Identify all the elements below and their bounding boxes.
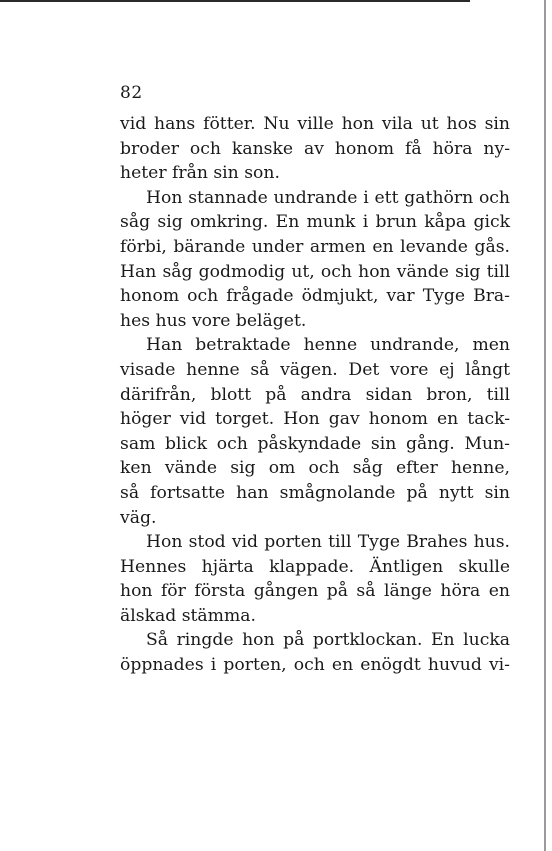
text-line: sam blick och påskyndade sin gång. Mun- — [120, 433, 510, 454]
text-line: Hon stod vid porten till Tyge Brahes hus. — [146, 532, 510, 553]
text-line: öppnades i porten, och en enögdt huvud vi- — [120, 655, 510, 676]
top-rule — [0, 0, 470, 2]
text-line: Han såg godmodig ut, och hon vände sig till — [120, 261, 510, 282]
text-line: Så ringde hon på portklockan. En lucka — [146, 630, 510, 651]
text-line: älskad stämma. — [120, 605, 256, 626]
text-line: vid hans fötter. Nu ville hon vila ut hos sin — [120, 114, 510, 134]
text-line: Hon stannade undrande i ett gathörn och — [146, 187, 510, 208]
text-line: honom och frågade ödmjukt, var Tyge Bra- — [120, 286, 510, 307]
text-line: broder och kanske av honom få höra ny- — [120, 138, 510, 159]
text-line: ken vände sig om och såg efter henne, — [120, 458, 510, 479]
text-line: hes hus vore beläget. — [120, 310, 307, 331]
body-text — [120, 112, 510, 678]
text-line: visade henne så vägen. Det vore ej långt — [120, 359, 510, 380]
text-line: förbi, bärande under armen en levande gås. — [120, 236, 510, 257]
text-line: så fortsatte han smågnolande på nytt sin — [120, 482, 510, 503]
text-line: Hennes hjärta klappade. Äntligen skulle — [120, 556, 510, 577]
text-line: såg sig omkring. En munk i brun kåpa gick — [120, 212, 510, 233]
page-number: 82 — [120, 83, 143, 103]
text-line: höger vid torget. Hon gav honom en tack- — [120, 409, 510, 430]
text-line: heter från sin son. — [120, 163, 280, 184]
page-edge — [544, 0, 546, 851]
text-line: därifrån, blott på andra sidan bron, till — [120, 384, 510, 405]
text-line: väg. — [120, 507, 157, 528]
text-line: Han betraktade henne undrande, men — [146, 335, 510, 356]
text-line: hon för första gången på så länge höra en — [120, 581, 510, 602]
